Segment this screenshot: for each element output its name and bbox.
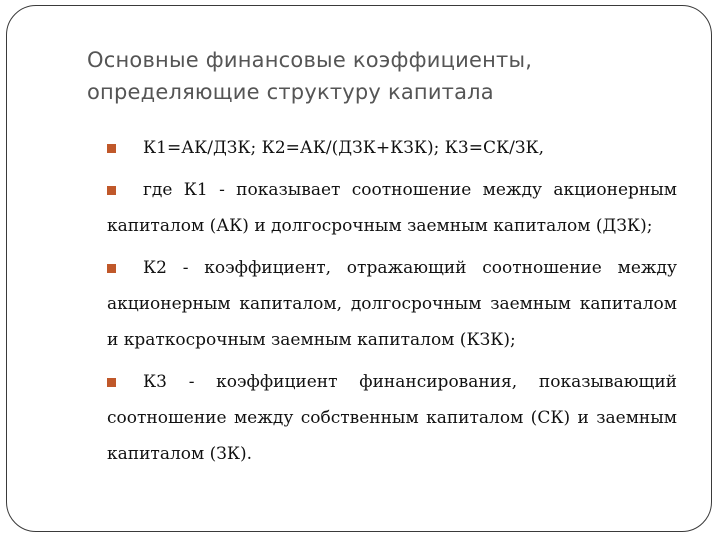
bullet-item-k2 [107, 250, 677, 358]
slide-title [87, 44, 647, 108]
title-line-2: определяющие структуру капитала [87, 80, 494, 104]
bullet-text: где К1 - показывает соотношение между акционерным капиталом (АК) и долгосрочным заемным капиталом (ДЗК); [107, 180, 677, 236]
bullet-text: К1=АК/ДЗК; К2=АК/(ДЗК+КЗК); К3=СК/ЗК, [143, 138, 545, 158]
bullet-text: К2 - коэффициент, отражающий соотношение между акционерным капиталом, долгосрочным заемным капиталом и краткосрочным заемным капиталом (КЗК); [107, 258, 677, 350]
title-line-1: Основные финансовые коэффициенты, [87, 48, 533, 72]
bullet-list [107, 130, 677, 478]
square-bullet-icon [107, 144, 116, 153]
square-bullet-icon [107, 186, 116, 195]
square-bullet-icon [107, 378, 116, 387]
bullet-item-k1 [107, 172, 677, 244]
bullet-item-k3 [107, 364, 677, 472]
slide-frame [6, 5, 712, 532]
bullet-item-formulas [107, 130, 677, 166]
square-bullet-icon [107, 264, 116, 273]
bullet-text: К3 - коэффициент финансирования, показывающий соотношение между собственным капиталом (СК) и заемным капиталом (ЗК). [107, 372, 677, 464]
